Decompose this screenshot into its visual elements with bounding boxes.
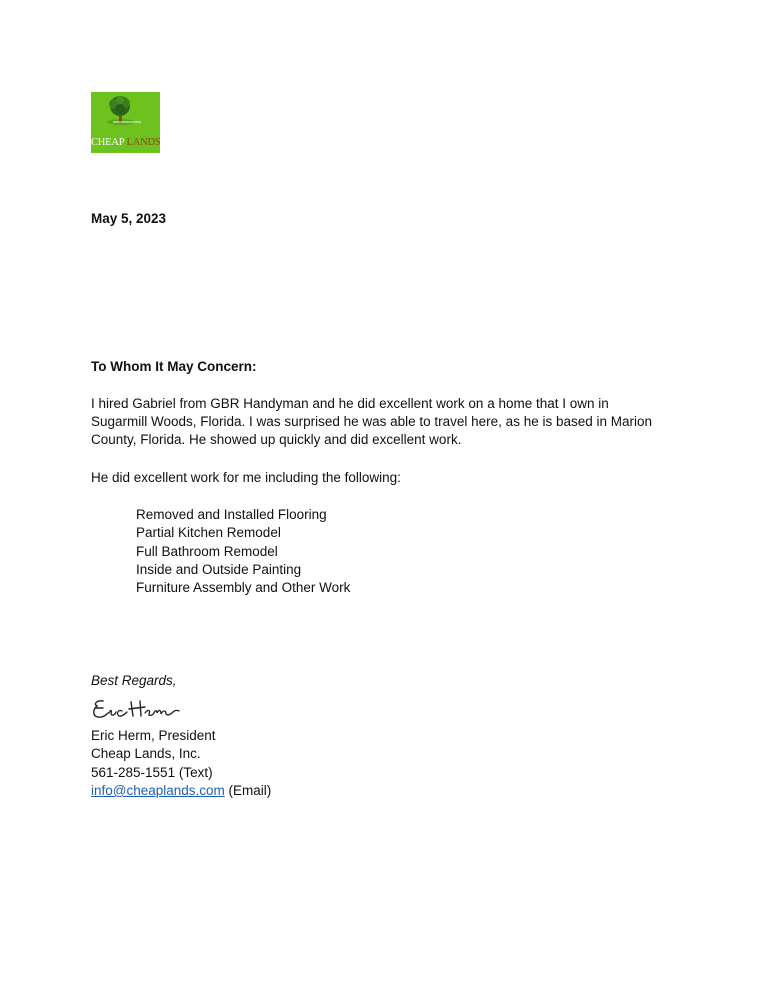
paragraph-1-line-2: Sugarmill Woods, Florida. I was surprised he was able to travel here, as he is based in Marion xyxy=(91,414,653,429)
signer-company: Cheap Lands, Inc. xyxy=(91,746,201,761)
signer-phone: 561-285-1551 (Text) xyxy=(91,765,213,780)
paragraph-1-line-1: I hired Gabriel from GBR Handyman and he did excellent work on a home that I own in xyxy=(91,396,609,411)
company-logo xyxy=(91,92,160,153)
logo-word-lands: LANDS xyxy=(126,137,161,148)
work-item: Full Bathroom Remodel xyxy=(136,544,278,559)
signer-email-line xyxy=(91,782,271,800)
paragraph-2: He did excellent work for me including the following: xyxy=(91,470,401,485)
logo-word-cheap: CHEAP xyxy=(91,137,125,148)
work-item: Removed and Installed Flooring xyxy=(136,507,327,522)
logo-wordmark xyxy=(91,137,160,148)
email-link[interactable]: info@cheaplands.com xyxy=(91,783,225,798)
work-item: Partial Kitchen Remodel xyxy=(136,525,281,540)
email-suffix: (Email) xyxy=(224,783,272,798)
handwritten-signature xyxy=(91,697,183,723)
letter-date: May 5, 2023 xyxy=(91,211,167,226)
closing: Best Regards, xyxy=(91,673,177,688)
salutation: To Whom It May Concern: xyxy=(91,359,257,374)
signer-name-title: Eric Herm, President xyxy=(91,728,216,743)
paragraph-1-line-3: County, Florida. He showed up quickly and did excellent work. xyxy=(91,432,462,447)
work-item: Inside and Outside Painting xyxy=(136,562,302,577)
work-item: Furniture Assembly and Other Work xyxy=(136,580,351,595)
